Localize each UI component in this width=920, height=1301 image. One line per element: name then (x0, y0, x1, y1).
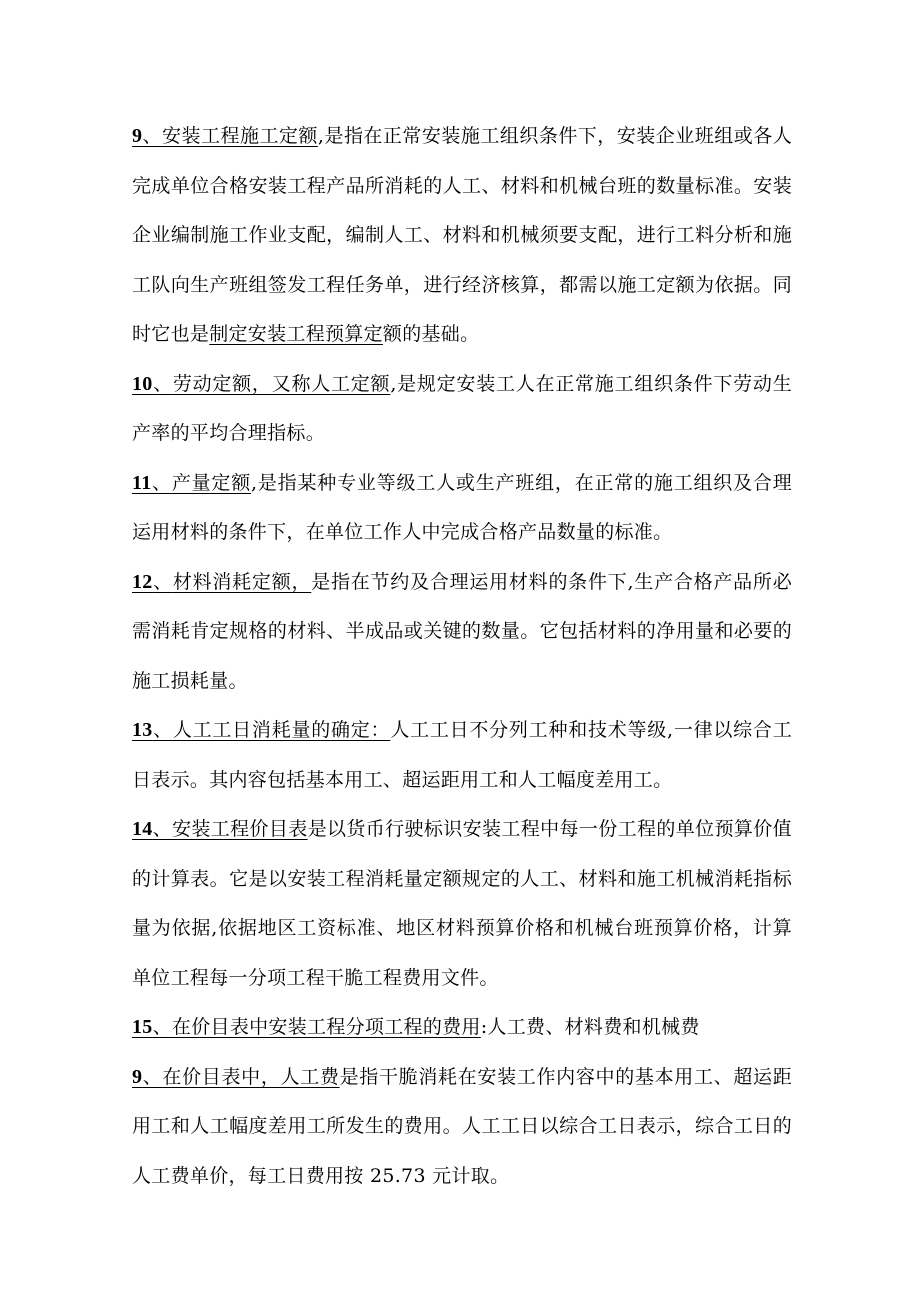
body-text: ,是规定安装工人在正常施工组织条件下劳动生产率的平均合理指标。 (132, 372, 792, 444)
item-number: 9 (132, 1065, 143, 1088)
term-text: 人工工日消耗量的确定： (172, 719, 391, 741)
term-heading (132, 1016, 481, 1038)
document-body (132, 112, 792, 1201)
item-number: 15 (132, 1016, 153, 1038)
item-number: 10 (132, 372, 153, 395)
term-text: 在价目表中，人工费 (162, 1065, 340, 1088)
item-number: 13 (132, 719, 153, 741)
item-separator: 、 (152, 570, 173, 593)
paragraph-construction-quota (132, 112, 792, 360)
body-text: 是以货币行驶标识安装工程中每一份工程的单位预算价值的计算表。它是以安装工程消耗量定额规定的人工、材料和施工机械消耗指标量为依据,依据地区工资标准、地区材料预算价格和机械台班预算价格，计算单位工程每一分项工程干脆工程费用文件。 (132, 818, 792, 989)
paragraph-material-quota (132, 558, 792, 707)
body-text: :人工费、材料费和机械费 (480, 1016, 700, 1038)
item-separator: 、 (151, 471, 172, 494)
term-text: 材料消耗定额， (172, 570, 312, 593)
term-heading (132, 373, 390, 395)
item-number: 12 (132, 570, 153, 593)
term-text: 劳动定额，又称人工定额 (172, 372, 391, 395)
term-heading (132, 125, 318, 147)
paragraph-item-costs (132, 1003, 792, 1053)
paragraph-price-list (132, 805, 792, 1003)
body-text: ,是指某种专业等级工人或生产班组，在正常的施工组织及合理运用材料的条件下，在单位工作人中完成合格产品数量的标准。 (132, 471, 792, 543)
body-text: 额的基础。 (382, 323, 480, 345)
body-text: ,是指在正常安装施工组织条件下，安装企业班组或各人完成单位合格安装工程产品所消耗的人工、材料和机械台班的数量标准。安装企业编制施工作业支配，编制人工、材料和机械须要支配，进行工料分析和施工队向生产班组签发工程任务单，进行经济核算，都需以施工定额为依据。同时它也是 (132, 125, 792, 345)
term-heading (132, 719, 390, 741)
item-number: 14 (132, 818, 153, 840)
item-separator: 、 (142, 1065, 163, 1088)
item-number: 9 (132, 125, 143, 147)
paragraph-output-quota (132, 459, 792, 558)
paragraph-labor-cost (132, 1053, 792, 1202)
term-heading (132, 1066, 340, 1088)
body-text: 是指在节约及合理运用材料的条件下,生产合格产品所必需消耗肯定规格的材料、半成品或关键的数量。它包括材料的净用量和必要的施工损耗量。 (132, 570, 792, 692)
term-text: 安装工程价目表 (172, 818, 308, 840)
term-heading (132, 571, 311, 593)
term-text: 在价目表中安装工程分项工程的费用 (171, 1016, 481, 1038)
term-heading (132, 472, 251, 494)
item-separator: 、 (142, 125, 162, 147)
item-separator: 、 (152, 372, 173, 395)
term-text: 产量定额 (171, 471, 252, 494)
item-separator: 、 (152, 1016, 172, 1038)
item-number: 11 (132, 471, 152, 494)
body-text: 人工工日不分列工种和技术等级,一律以综合工日表示。其内容包括基本用工、超运距用工和人工幅度差用工。 (132, 719, 792, 791)
term-heading (132, 818, 308, 840)
term-text: 安装工程施工定额 (162, 125, 318, 147)
item-separator: 、 (152, 818, 173, 840)
body-text: 是指干脆消耗在安装工作内容中的基本用工、超运距用工和人工幅度差用工所发生的费用。人工工日以综合工日表示，综合工日的人工费单价，每工日费用按 25.73 元计取。 (132, 1065, 792, 1187)
item-separator: 、 (152, 719, 173, 741)
paragraph-labor-quota (132, 360, 792, 459)
paragraph-labor-days (132, 706, 792, 805)
underlined-phrase: 制定安装工程预算定 (209, 323, 383, 345)
